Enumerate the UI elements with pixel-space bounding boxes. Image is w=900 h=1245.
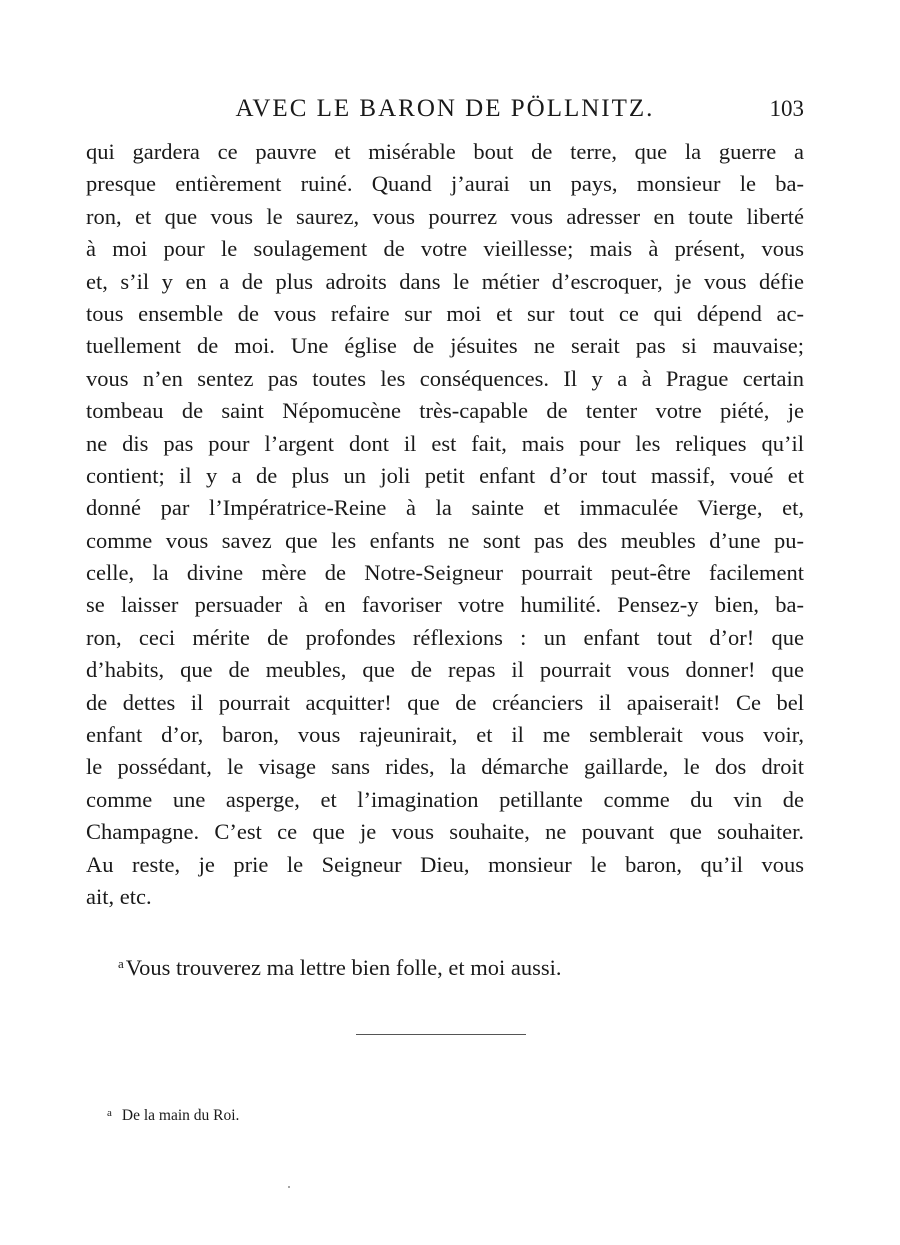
footnote-separator	[356, 1034, 526, 1035]
text-line: tuellement de moi. Une église de jésuites ne serait pas si mauvaise;	[86, 333, 804, 359]
royal-note	[118, 948, 562, 984]
text-line: comme une asperge, et l’imagination petillante comme du vin de	[86, 786, 804, 812]
note-text: Vous trouverez ma lettre bien folle, et moi aussi.	[125, 955, 562, 980]
footnote	[107, 1102, 239, 1127]
text-line: Champagne. C’est ce que je vous souhaite, ne pouvant que souhaiter.	[86, 819, 804, 845]
text-line: le possédant, le visage sans rides, la démarche gaillarde, le dos droit	[86, 754, 804, 780]
text-line: presque entièrement ruiné. Quand j’aurai un pays, monsieur le ba-	[86, 171, 804, 197]
text-line: vous n’en sentez pas toutes les conséquences. Il y a à Prague certain	[86, 365, 804, 391]
footnote-text: De la main du Roi.	[121, 1107, 240, 1124]
text-line: donné par l’Impératrice-Reine à la sainte et immaculée Vierge, et,	[86, 495, 804, 521]
text-line: tombeau de saint Népomucène très-capable de tenter votre piété, je	[86, 398, 804, 424]
text-line: et, s’il y en a de plus adroits dans le métier d’escroquer, je vous défie	[86, 268, 804, 294]
print-speck	[288, 1186, 290, 1188]
text-line: ait, etc.	[86, 883, 152, 909]
text-line: ne dis pas pour l’argent dont il est fait, mais pour les reliques qu’il	[86, 430, 804, 456]
text-line: ron, ceci mérite de profondes réflexions : un enfant tout d’or! que	[86, 624, 804, 650]
text-line: se laisser persuader à en favoriser votre humilité. Pensez-y bien, ba-	[86, 592, 804, 618]
text-line: celle, la divine mère de Notre-Seigneur pourrait peut-être facilement	[86, 560, 804, 586]
running-head	[86, 92, 804, 126]
text-line: à moi pour le soulagement de votre vieillesse; mais à présent, vous	[86, 236, 804, 262]
text-line: comme vous savez que les enfants ne sont pas des meubles d’une pu-	[86, 527, 804, 553]
text-line: tous ensemble de vous refaire sur moi et sur tout ce qui dépend ac-	[86, 300, 804, 326]
text-line: qui gardera ce pauvre et misérable bout de terre, que la guerre a	[86, 139, 804, 164]
footnote-marker: a	[107, 1107, 112, 1119]
running-title: AVEC LE BARON DE PÖLLNITZ.	[235, 95, 655, 122]
text-line: de dettes il pourrait acquitter! que de créanciers il apaiserait! Ce bel	[86, 689, 804, 715]
text-line: d’habits, que de meubles, que de repas il pourrait vous donner! que	[86, 657, 804, 683]
text-line: enfant d’or, baron, vous rajeunirait, et il me semblerait vous voir,	[86, 722, 804, 748]
text-line: ron, et que vous le saurez, vous pourrez vous adresser en toute liberté	[86, 203, 804, 229]
text-line: Au reste, je prie le Seigneur Dieu, monsieur le baron, qu’il vous	[86, 851, 804, 877]
text-line: contient; il y a de plus un joli petit enfant d’or tout massif, voué et	[86, 462, 804, 488]
note-marker: a	[118, 956, 124, 971]
page-number: 103	[769, 96, 804, 121]
body-text	[86, 136, 804, 913]
